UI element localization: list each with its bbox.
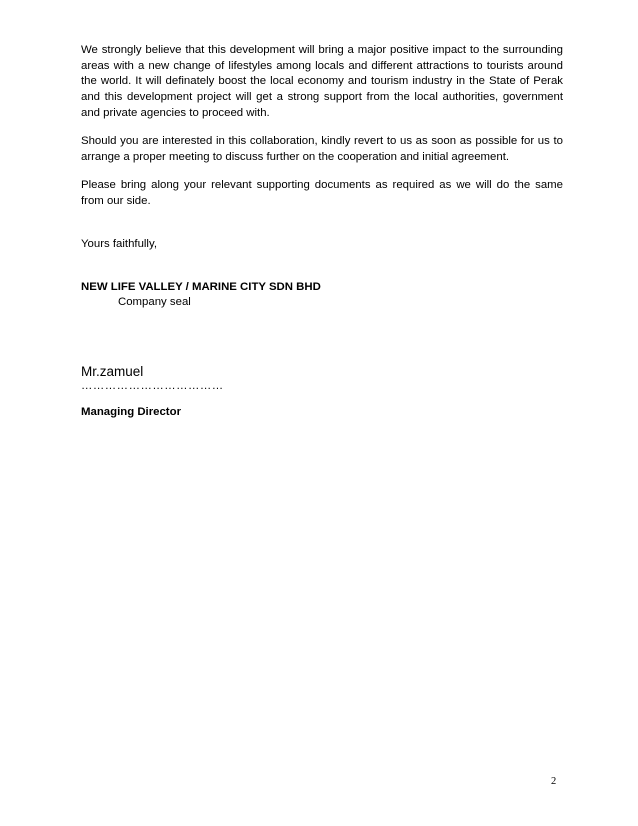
signer-title: Managing Director <box>81 406 181 418</box>
company-name: NEW LIFE VALLEY / MARINE CITY SDN BHD <box>81 281 321 293</box>
body-paragraph-collaboration: Should you are interested in this collaboration, kindly revert to us as soon as possible for us to arrange a proper meeting to discuss further on the cooperation and initial agreement. <box>81 135 563 163</box>
closing-salutation: Yours faithfully, <box>81 238 157 250</box>
page-number: 2 <box>551 776 557 787</box>
body-paragraph-documents: Please bring along your relevant supporting documents as required as we will do the same from our side. <box>81 179 563 207</box>
body-paragraph-impact: We strongly believe that this development will bring a major positive impact to the surrounding areas with a new change of lifestyles among locals and different attractions to tourists around the world. It will definately boost the local economy and tourism industry in the State of Perak and this development project will get a strong support from the local authorities, government and private agencies to proceed with. <box>81 44 563 119</box>
signer-name: Mr.zamuel <box>81 364 144 379</box>
signature-line: ……………………………… <box>81 380 224 392</box>
company-seal-label: Company seal <box>118 296 191 308</box>
